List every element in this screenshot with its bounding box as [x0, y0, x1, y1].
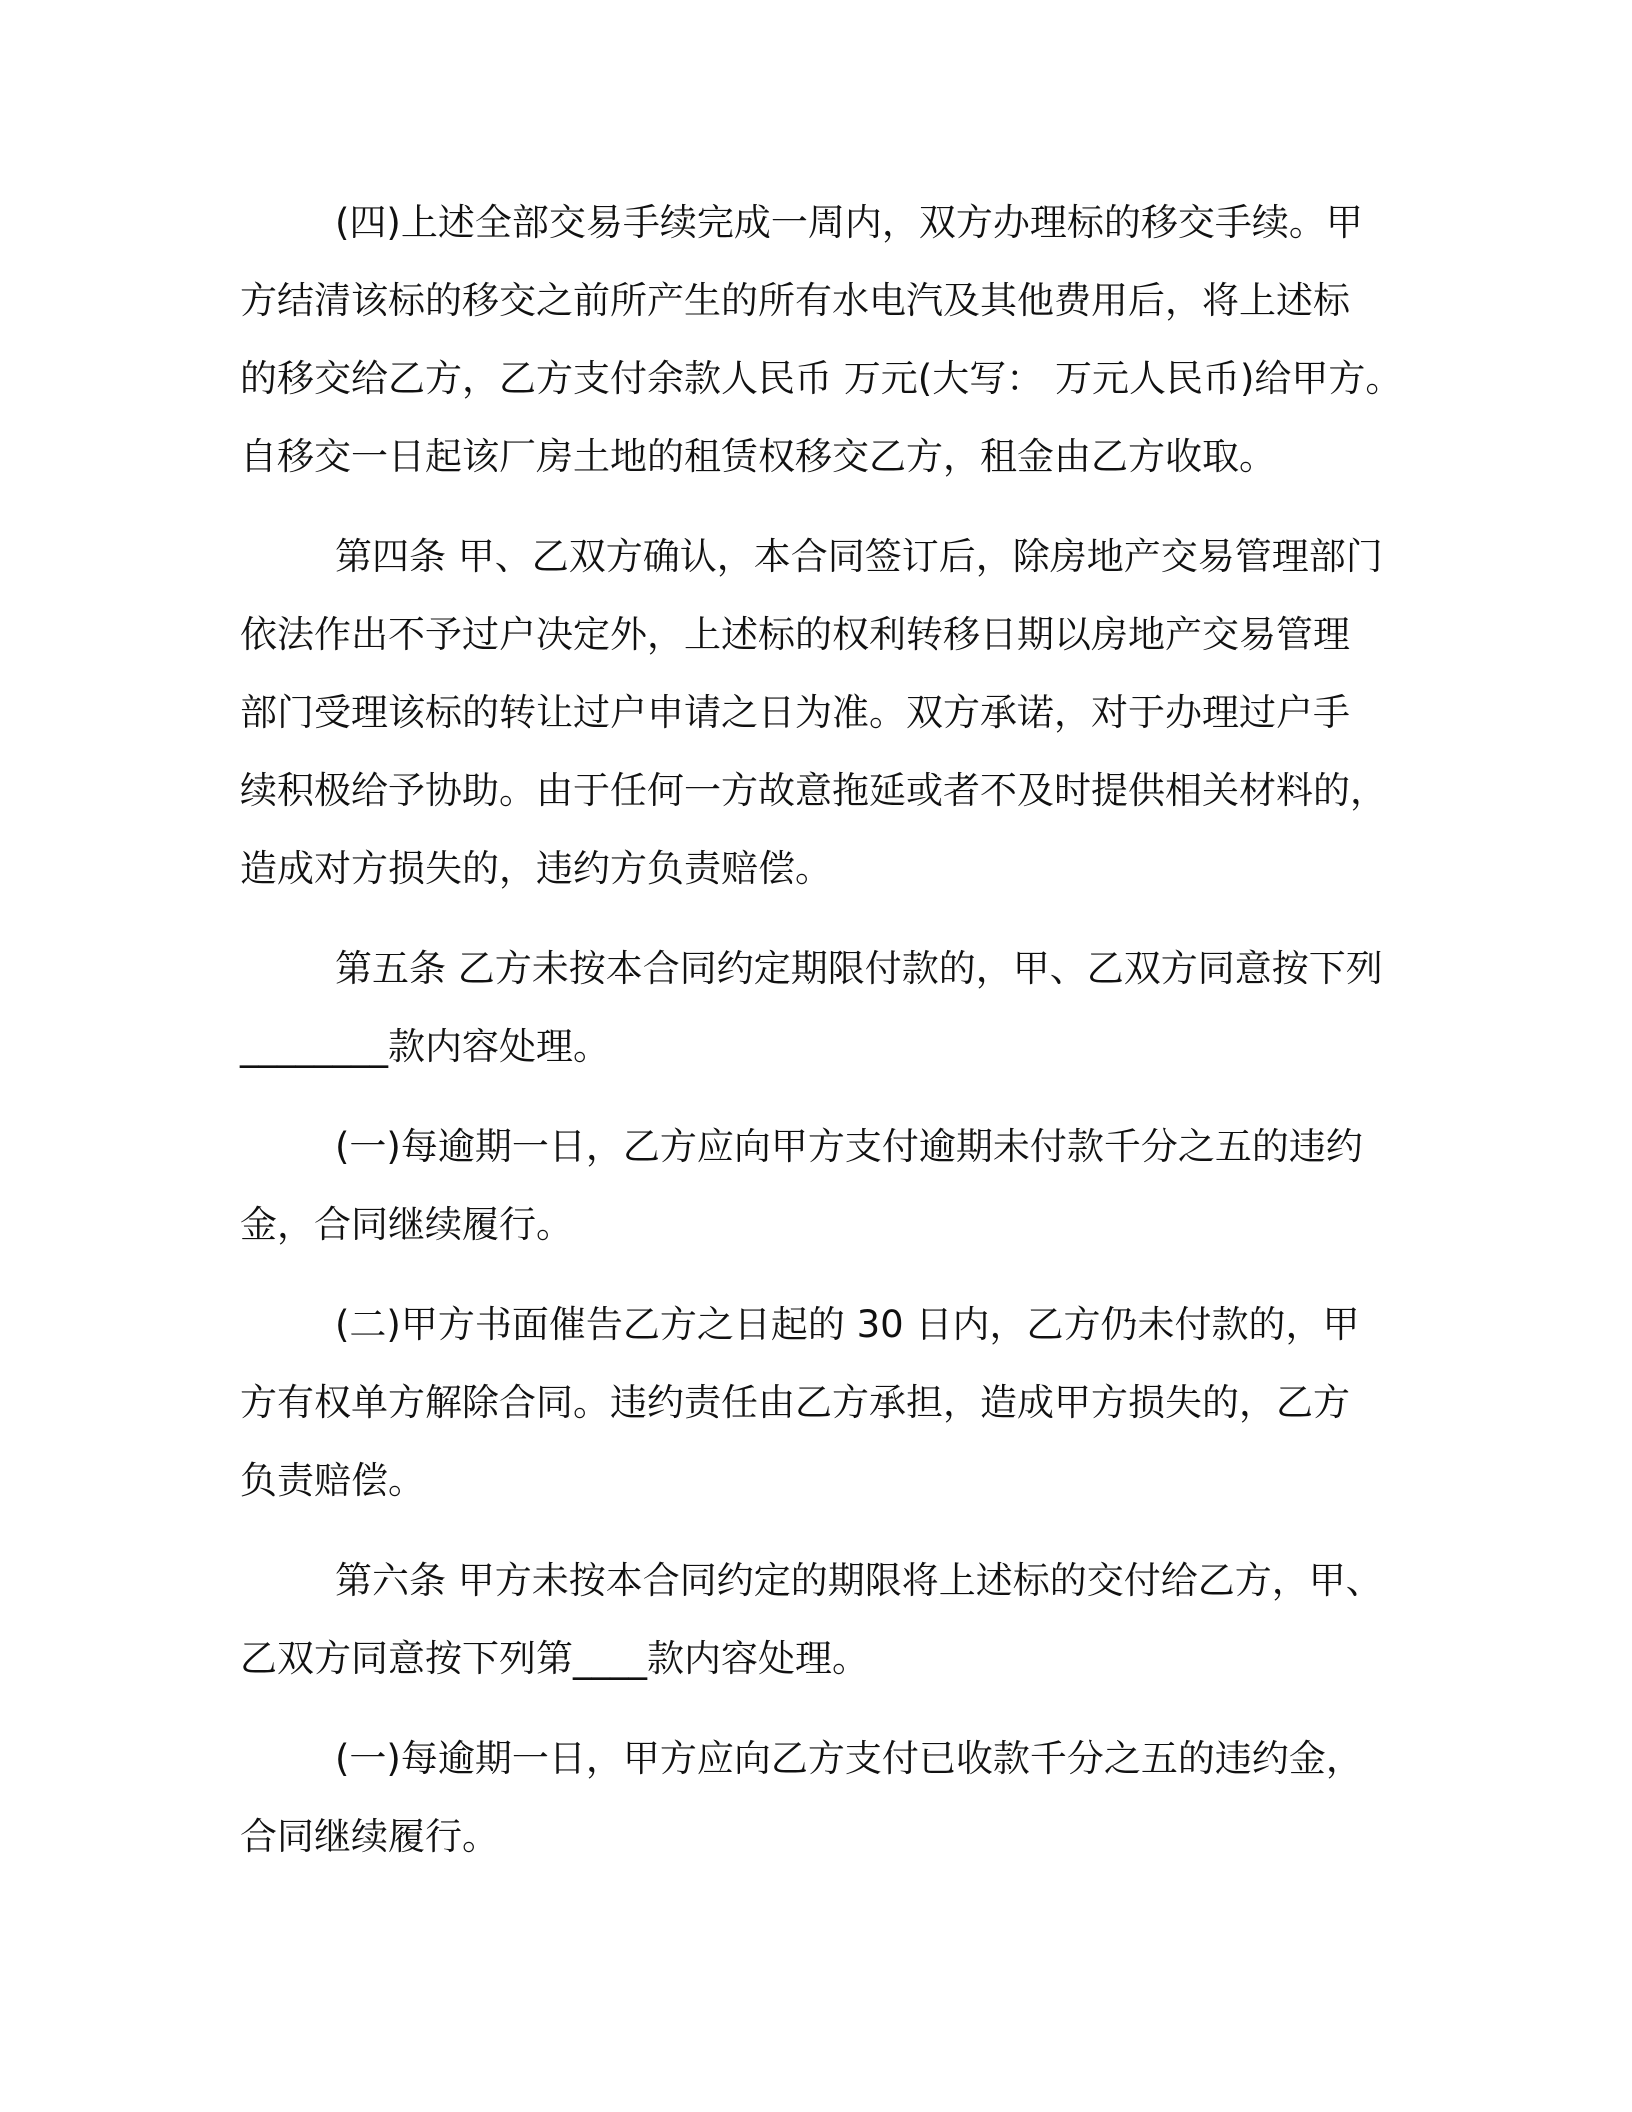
- paragraph-handover: [240, 184, 1420, 496]
- text-line: 第四条 甲、乙双方确认，本合同签订后，除房地产交易管理部门: [335, 535, 1383, 578]
- text-line: 方结清该标的移交之前所产生的所有水电汽及其他费用后，将上述标: [240, 279, 1350, 322]
- paragraph-article-5-item-2: [240, 1286, 1420, 1520]
- text-line: (二)甲方书面催告乙方之日起的 30 日内，乙方仍未付款的，甲: [335, 1303, 1360, 1346]
- text-line: ________款内容处理。: [240, 1025, 610, 1068]
- text-line: 金，合同继续履行。: [240, 1203, 573, 1246]
- text-line: 续积极给予协助。由于任何一方故意拖延或者不及时提供相关材料的，: [240, 769, 1387, 812]
- text-line: 第六条 甲方未按本合同约定的期限将上述标的交付给乙方，甲、: [335, 1559, 1383, 1602]
- text-line: 合同继续履行。: [240, 1815, 499, 1858]
- text-line: 部门受理该标的转让过户申请之日为准。双方承诺，对于办理过户手: [240, 691, 1350, 734]
- paragraph-article-5-item-1: [240, 1108, 1420, 1264]
- text-line: 乙双方同意按下列第____款内容处理。: [240, 1637, 869, 1680]
- document-body: [240, 184, 1420, 1876]
- text-line: 造成对方损失的，违约方负责赔偿。: [240, 847, 832, 890]
- text-line: 的移交给乙方，乙方支付余款人民币 万元(大写： 万元人民币)给甲方。: [240, 357, 1403, 400]
- paragraph-article-6-item-1: [240, 1720, 1420, 1876]
- paragraph-article-5: [240, 930, 1420, 1086]
- text-line: (一)每逾期一日，乙方应向甲方支付逾期未付款千分之五的违约: [335, 1125, 1363, 1168]
- text-line: 方有权单方解除合同。违约责任由乙方承担，造成甲方损失的，乙方: [240, 1381, 1350, 1424]
- text-line: 自移交一日起该厂房土地的租赁权移交乙方，租金由乙方收取。: [240, 435, 1276, 478]
- text-line: 负责赔偿。: [240, 1459, 425, 1502]
- text-line: 第五条 乙方未按本合同约定期限付款的，甲、乙双方同意按下列: [335, 947, 1383, 990]
- paragraph-article-6: [240, 1542, 1420, 1698]
- text-line: (四)上述全部交易手续完成一周内，双方办理标的移交手续。甲: [335, 201, 1363, 244]
- paragraph-article-4: [240, 518, 1420, 908]
- text-line: (一)每逾期一日，甲方应向乙方支付已收款千分之五的违约金，: [335, 1737, 1363, 1780]
- text-line: 依法作出不予过户决定外，上述标的权利转移日期以房地产交易管理: [240, 613, 1350, 656]
